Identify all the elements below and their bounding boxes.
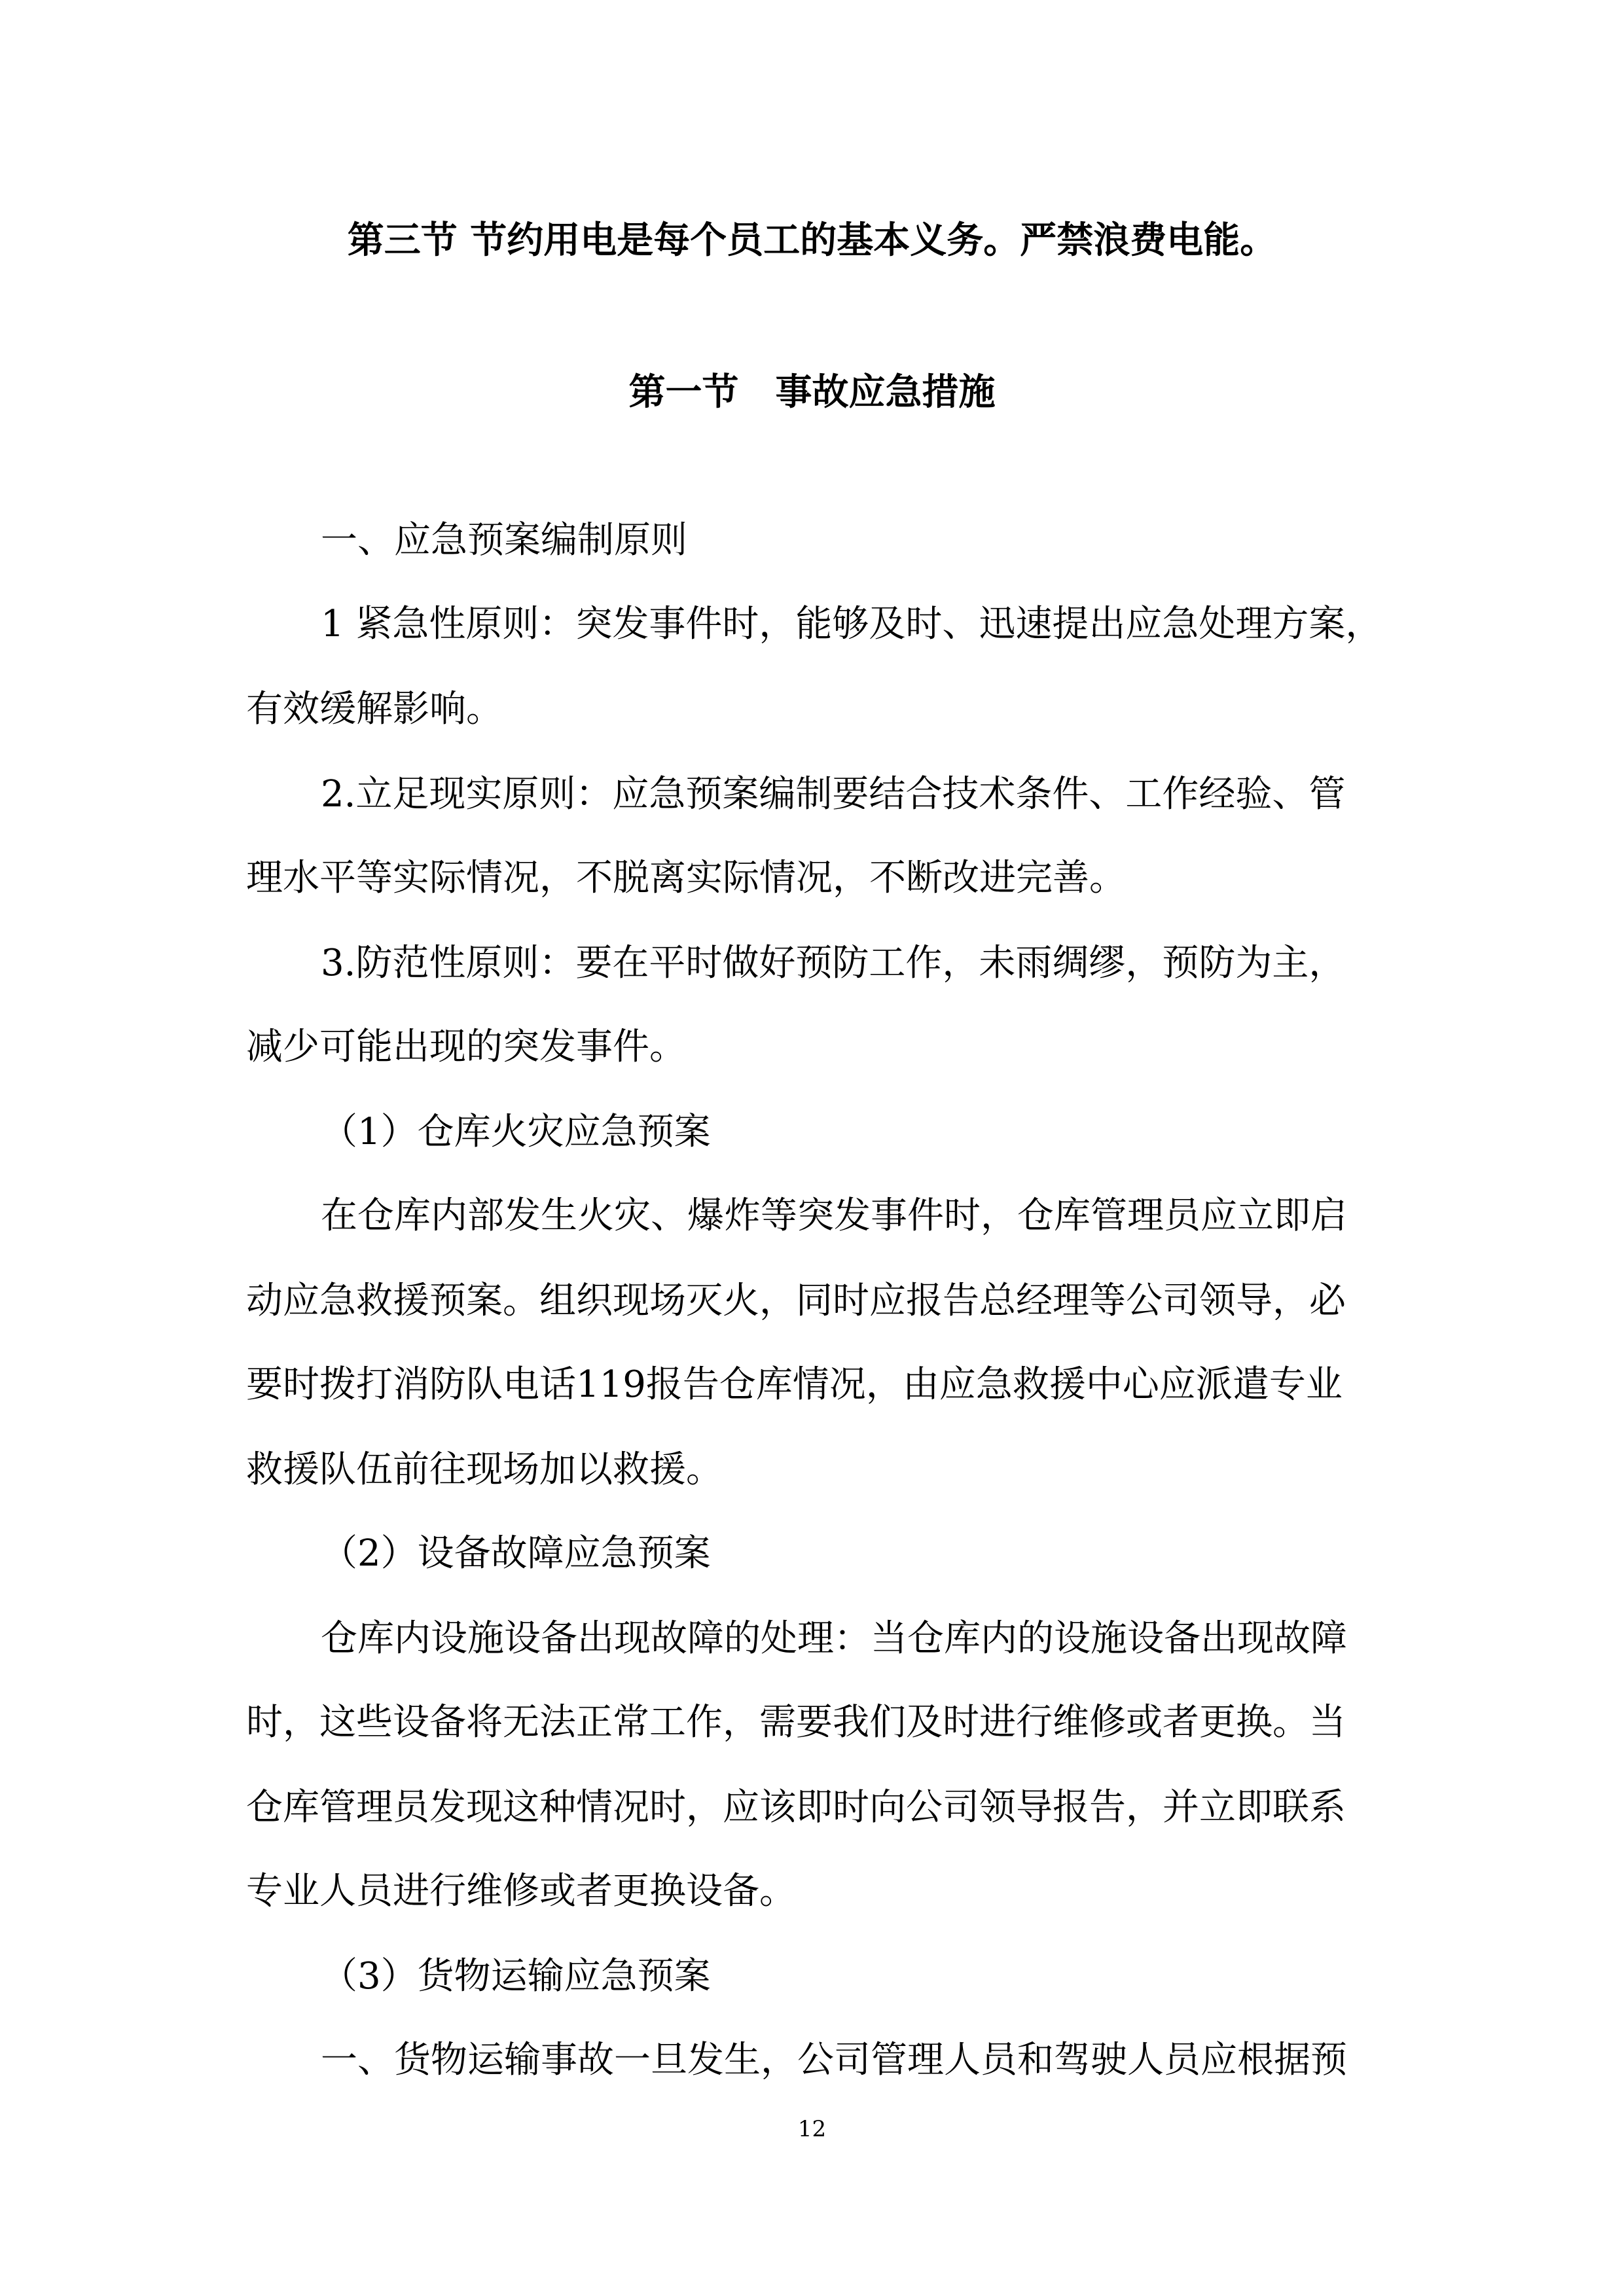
paragraph-line: 专业人员进行维修或者更换设备。	[246, 1870, 796, 1912]
paragraph-line: 仓库管理员发现这种情况时，应该即时向公司领导报告，并立即联系	[246, 1786, 1346, 1829]
paragraph-line: 1 紧急性原则：突发事件时，能够及时、迅速提出应急处理方案，	[321, 603, 1382, 645]
subsection-title-equipment: （2）设备故障应急预案	[321, 1532, 711, 1575]
subsection-title-transport: （3）货物运输应急预案	[321, 1955, 711, 1998]
paragraph-line: 要时拨打消防队电话119报告仓库情况，由应急救援中心应派遣专业	[246, 1363, 1343, 1406]
paragraph-line: 减少可能出现的突发事件。	[246, 1026, 686, 1068]
paragraph-line: 时，这些设备将无法正常工作，需要我们及时进行维修或者更换。当	[246, 1701, 1346, 1744]
paragraph-line: 动应急救援预案。组织现场灭火，同时应报告总经理等公司领导，必	[246, 1280, 1346, 1322]
section-heading-emergency-measures: 第一节 事故应急措施	[628, 371, 996, 414]
paragraph-line: 救援队伍前往现场加以救援。	[246, 1448, 723, 1491]
paragraph-line: 理水平等实际情况，不脱离实际情况，不断改进完善。	[246, 857, 1126, 899]
paragraph-line: 在仓库内部发生火灾、爆炸等突发事件时，仓库管理员应立即启	[321, 1194, 1347, 1237]
subsection-title-fire: （1）仓库火灾应急预案	[321, 1111, 711, 1153]
section-heading-power-saving: 第三节 节约用电是每个员工的基本义务。严禁浪费电能。	[347, 219, 1277, 262]
paragraph-line: 2.立足现实原则：应急预案编制要结合技术条件、工作经验、管	[321, 773, 1346, 816]
page-number: 12	[797, 2116, 827, 2142]
paragraph-line: 一、货物运输事故一旦发生，公司管理人员和驾驶人员应根据预	[321, 2039, 1347, 2081]
paragraph-line: 仓库内设施设备出现故障的处理：当仓库内的设施设备出现故障	[321, 1617, 1347, 1660]
paragraph-line: 3.防范性原则：要在平时做好预防工作，未雨绸缪，预防为主，	[321, 942, 1346, 984]
paragraph-line: 有效缓解影响。	[246, 688, 503, 730]
subsection-title-principles: 一、应急预案编制原则	[321, 519, 687, 562]
